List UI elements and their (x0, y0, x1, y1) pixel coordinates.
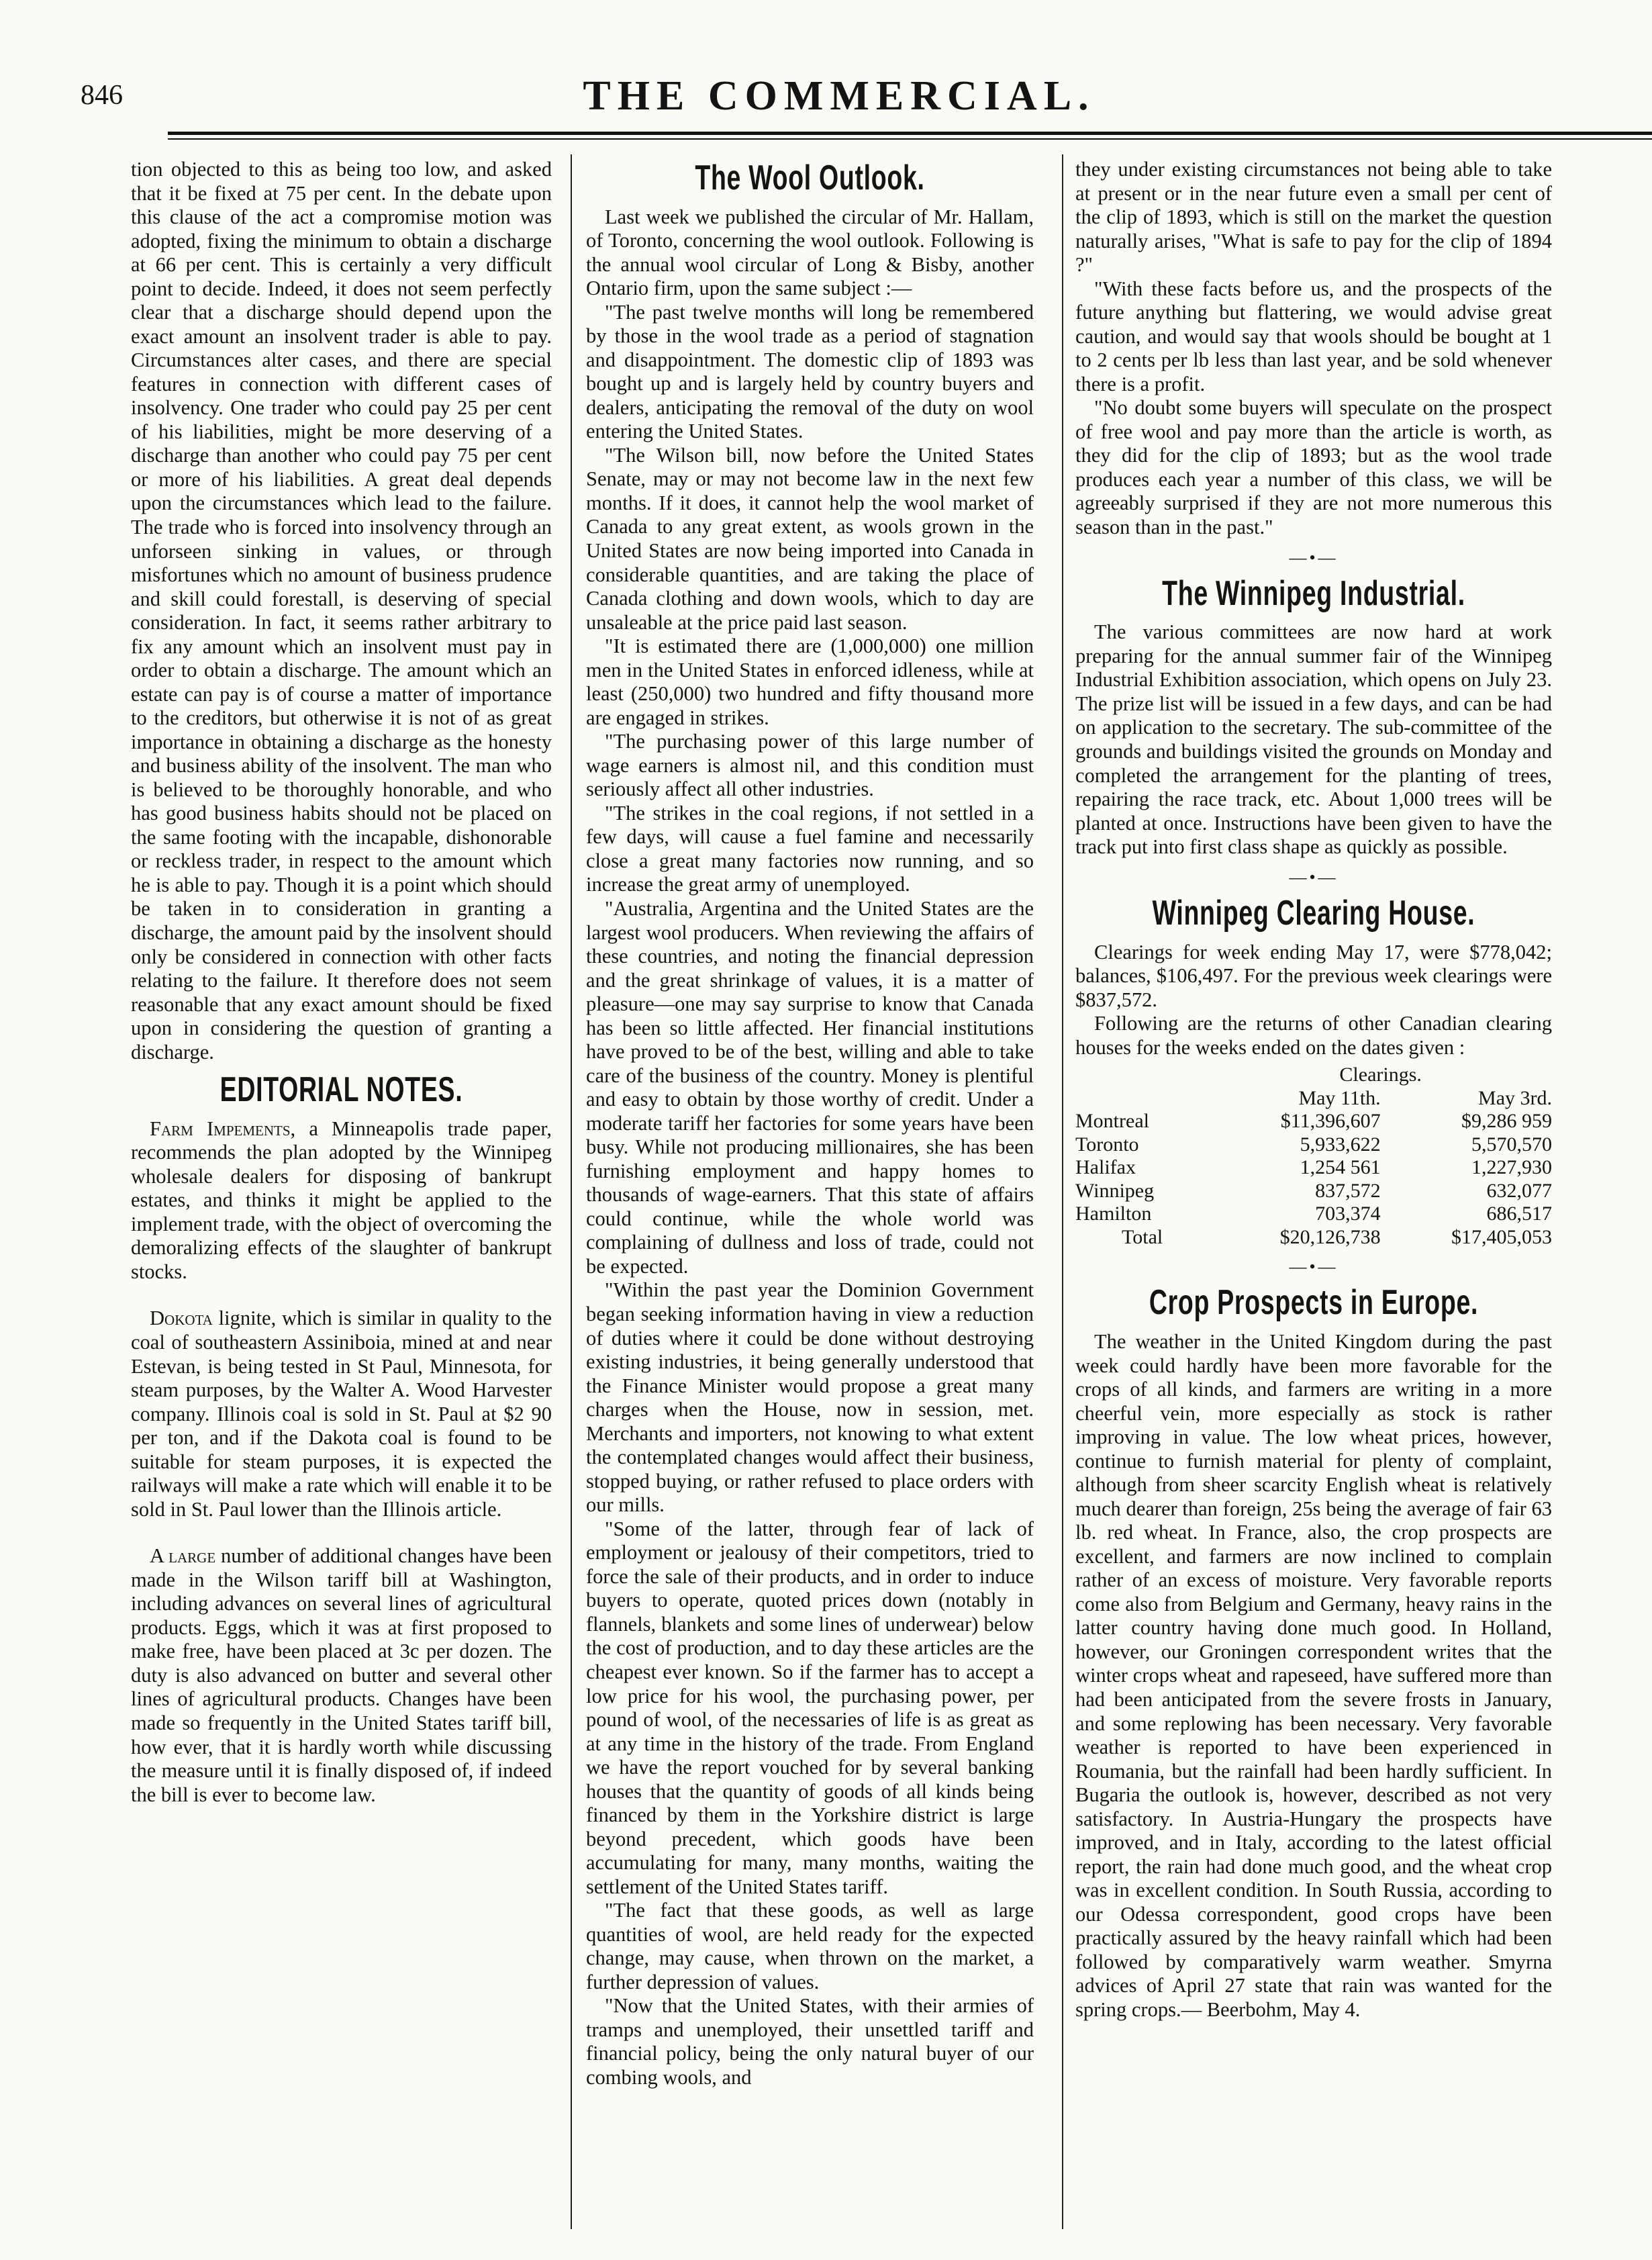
total-row (1075, 1226, 1552, 1250)
clearing-value: 1,227,930 (1471, 1156, 1552, 1179)
article-paragraph: The various committees are now hard at work preparing for the annual summer fair of the Winnipeg Industrial Exhibition association, which opens on July 23. The prize list will be issued in a few days, and can be had on application to the secretary. The sub-committee of the grounds and buildings visited the grounds on Monday and completed the arrangement for the planting of trees, repairing the race track, etc. About 1,000 trees will be planted at once. Instructions have been given to have the track put into first class shape as quickly as possible. (1075, 620, 1552, 859)
article-paragraph: "The fact that these goods, as well as large quantities of wool, are held ready for the expected change, may cause, when thrown on the market, a further depression of values. (586, 1899, 1034, 1993)
column-divider (1062, 154, 1063, 2229)
clearing-value: $11,396,607 (1280, 1110, 1381, 1133)
total-may3: $17,405,053 (1451, 1225, 1552, 1248)
column-3 (1075, 158, 1552, 2022)
article-paragraph: "The past twelve months will long be remembered by those in the wool trade as a period of stagnation and disappointment. The domestic clip of 1893 was bought up and is largely held by country buyers and dealers, anticipating the removal of the duty on wool entering the United States. (586, 300, 1034, 443)
column-divider (571, 154, 572, 2229)
clearing-value: 837,572 (1315, 1179, 1381, 1202)
total-may11: $20,126,738 (1279, 1225, 1381, 1248)
city-name: Hamilton (1075, 1203, 1152, 1225)
article-heading-wool-outlook: The Wool Outlook. (695, 158, 925, 197)
note-text: lignite, which is similar in quality to the coal of southeastern Assiniboia, mined at and near Estevan, is being tested in St Paul, Minnesota, for steam purposes, by the Walter A. Wood Harvester company. Illinois coal is sold in St. Paul at $2 90 per ton, and if the Dakota coal is found to be suitable for steam purposes, it is expected the railways will make a rate which will enable it to be sold in St. Paul lower than the Illinois article. (131, 1307, 552, 1521)
masthead (40, 67, 1638, 141)
city-name: Montreal (1075, 1110, 1149, 1133)
note-text: number of additional changes have been made in the Wilson tariff bill at Washington, including advances on several lines of agricultural products. Eggs, which it was at first proposed to make free, have been placed at 3c per dozen. The duty is also advanced on butter and several other lines of agricultural products. Changes have been made so frequently in the United States tariff bill, how ever, that it is hardly worth while discussing the measure until it is finally disposed of, if indeed the bill is ever to become law. (131, 1544, 552, 1806)
article-paragraph: "Some of the latter, through fear of lack of employment or jealousy of their competitors, tried to force the sale of their products, and in order to induce buyers to operate, quoted prices down (notably in flannels, blankets and some lines of underwear) below the cost of production, and to day these articles are the cheapest ever known. So if the farmer has to accept a low price for his wool, the purchasing power, per pound of wool, of the necessaries of life is as great as at any time in the history of the trade. From England we have the report vouched for by several banking houses that the quantity of goods of all kinds being financed by them in the Yorkshire district is large beyond precedent, which goods have been accumulating for many, many months, waiting the settlement of the United States tariff. (586, 1517, 1034, 1898)
clearing-value: $9,286 959 (1461, 1110, 1552, 1133)
article-paragraph: Last week we published the circular of Mr. Hallam, of Toronto, concerning the wool outlook. Following is the annual wool circular of Long & Bisby, another Ontario firm, upon the same subject :— (586, 205, 1034, 300)
editorial-note (131, 1307, 552, 1521)
section-ornament: —•— (1289, 1257, 1339, 1277)
column-2 (586, 158, 1034, 2090)
column-header: May 11th. (1298, 1086, 1381, 1109)
article-paragraph: The weather in the United Kingdom during the past week could hardly have been more favorable for the crops of all kinds, and farmers are writing in a more cheerful vein, more especially as stock is rather improving in value. The low wheat prices, however, continue to furnish material for plenty of complaint, although from sheer scarcity English wheat is relatively much dearer than foreign, 25s being the average of fair 63 lb. red wheat. In France, also, the crop prospects are excellent, and farmers are now inclined to complain rather of an excess of moisture. Very favorable reports come also from Belgium and Germany, heavy rains in the latter country having done much good. In Holland, however, our Groningen correspondent writes that the winter crops wheat and rapeseed, have suffered more than had been anticipated from the severe frosts in January, and some replowing has been necessary. Very favorable weather is reported to have been experienced in Roumania, but the rainfall had been hardly sufficient. In Bugaria the outlook is, however, described as not very satisfactory. In Austria-Hungary the prospects have improved, and in Italy, according to the latest official report, the rain had done much good, and the wheat crop was in excellent condition. In South Russia, according to our Odessa correspondent, good crops have been practically assured by the heavy rainfall which had been followed by comparatively warm weather. Smyrna advices of April 27 state that rain was wanted for the spring crops.— Beerbohm, May 4. (1075, 1330, 1552, 2021)
article-heading-winnipeg-clearing-house: Winnipeg Clearing House. (1152, 893, 1475, 933)
editorial-note (131, 1117, 552, 1284)
clearing-value: 5,933,622 (1300, 1133, 1381, 1156)
article-paragraph: tion objected to this as being too low, and asked that it be fixed at 75 per cent. In the debate upon this clause of the act a compromise motion was adopted, fixing the minimum to obtain a discharge at 66 per cent. This is certainly a very difficult point to decide. Indeed, it does not seem perfectly clear that a discharge should depend upon the exact amount an insolvent trader is able to pay. Circumstances alter cases, and there are special features in connection with different cases of insolvency. One trader who could pay 25 per cent of his liabilities, might be more deserving of a discharge than another who could pay 75 per cent or more of his liabilities. A great deal depends upon the circumstances which lead to the failure. The trade who is forced into insolvency through an unforseen sinking in values, or through misfortunes which no amount of business prudence and skill could forestall, is deserving of special consideration. In fact, it seems rather arbitrary to fix any amount which an insolvent must pay in order to obtain a discharge. The amount which an estate can pay is of course a matter of importance to the creditors, but otherwise it is not of as great importance in obtaining a discharge as the honesty and business ability of the insolvent. The man who is believed to be thoroughly honorable, and who has good business habits should not be placed on the same footing with the incapable, dishonorable or reckless trader, in respect to the amount which he is able to pay. Though it is a point which should be taken in to consideration in granting a discharge, the amount paid by the insolvent should only be considered in connection with other facts relating to the failure. It therefore does not seem reasonable that any exact amount should be fixed upon in considering the question of granting a discharge. (131, 158, 552, 1064)
clearing-value: 686,517 (1486, 1203, 1552, 1225)
article-heading-crop-prospects: Crop Prospects in Europe. (1149, 1283, 1479, 1323)
column-header: May 3rd. (1478, 1086, 1552, 1109)
article-paragraph: "With these facts before us, and the prospects of the future anything but flattering, we would advise great caution, and would say that wools should be bought at 1 to 2 cents per lb less than last year, and be sold whenever there is a profit. (1075, 277, 1552, 395)
clearings-row (1075, 1133, 1552, 1157)
clearings-row (1075, 1110, 1552, 1133)
lead-in: Farm Impements, (150, 1117, 296, 1140)
lead-in: A large (150, 1544, 216, 1568)
article-paragraph: Clearings for week ending May 17, were $778,042; balances, $106,497. For the previous week clearings were $837,572. (1075, 940, 1552, 1011)
article-paragraph: they under existing circumstances not being able to take at present or in the near future even a small per cent of the clip of 1893, which is still on the market the question naturally arises, "What is safe to pay for the clip of 1894 ?" (1075, 158, 1552, 277)
masthead-rule (168, 132, 1652, 135)
city-name: Halifax (1075, 1156, 1136, 1179)
article-paragraph: "Australia, Argentina and the United States are the largest wool producers. When reviewing the affairs of these countries, and noting the financial depression and the great shrinkage of values, it is a matter of pleasure—one may say surprise to know that Canada has been so little affected. Her financial institutions have proved to be of the best, willing and able to take care of the business of the country. Money is plentiful and easy to obtain by those worthy of credit. Under a moderate tariff her factories for some years have been busy. While not producing millionaires, she has been furnishing employment and happy homes to thousands of wage-earners. That this state of affairs could continue, while the whole world was complaining of dullness and loss of trade, could not be expected. (586, 896, 1034, 1278)
article-paragraph: "No doubt some buyers will speculate on the prospect of free wool and pay more than the article is worth, as they did for the clip of 1893; but as the wool trade produces each year a number of this class, we will be agreeably surprised if they are not more numerous this season than in the past." (1075, 396, 1552, 538)
article-paragraph: "The strikes in the coal regions, if not settled in a few days, will cause a fuel famine and necessarily close a great many factories now running, and so increase the great army of unemployed. (586, 801, 1034, 896)
article-paragraph: "Within the past year the Dominion Government began seeking information having in view a reduction of duties where it could be done without destroying existing industries, it being generally understood that the Finance Minister would propose a great many charges when the House, now in session, met. Merchants and importers, not knowing to what extent the contemplated changes would affect their business, stopped buying, or rather refused to place orders with our mills. (586, 1278, 1034, 1517)
note-text: a Minneapolis trade paper, recommends the plan adopted by the Winnipeg wholesale dealers for disposing of bankrupt estates, and thinks it might be applied to the implement trade, with the object of overcoming the demoralizing effects of the slaughter of bankrupt stocks. (131, 1117, 552, 1283)
article-paragraph: Following are the returns of other Canadian clearing houses for the weeks ended on the dates given : (1075, 1012, 1552, 1059)
article-paragraph: "Now that the United States, with their armies of tramps and unemployed, their unsettled tariff and financial policy, being the only natural buyer of our combing wools, and (586, 1994, 1034, 2089)
page-number: 846 (81, 80, 123, 111)
clearing-value: 703,374 (1315, 1203, 1381, 1225)
clearings-row (1075, 1203, 1552, 1226)
masthead-rule-thin (168, 138, 1652, 140)
article-paragraph: "The purchasing power of this large number of wage earners is almost nil, and this condition must seriously affect all other industries. (586, 730, 1034, 801)
section-heading-editorial-notes: EDITORIAL NOTES. (220, 1070, 463, 1110)
article-paragraph: "It is estimated there are (1,000,000) one million men in the United States in enforced idleness, while at least (250,000) two hundred and fifty thousand more are engaged in strikes. (586, 634, 1034, 729)
section-ornament: —•— (1289, 867, 1339, 887)
section-ornament: —•— (1289, 547, 1339, 567)
city-name: Toronto (1075, 1133, 1139, 1156)
clearings-row (1075, 1180, 1552, 1203)
clearing-value: 5,570,570 (1471, 1133, 1552, 1156)
editorial-note (131, 1544, 552, 1807)
clearing-value: 1,254 561 (1300, 1156, 1381, 1179)
lead-in: Dokota (150, 1307, 213, 1330)
clearings-label: Clearings. (1339, 1064, 1422, 1086)
clearings-table (1075, 1064, 1552, 1249)
clearings-row (1075, 1156, 1552, 1180)
clearing-value: 632,077 (1486, 1179, 1552, 1202)
total-label: Total (1122, 1225, 1163, 1248)
column-1 (131, 158, 552, 1807)
masthead-title: THE COMMERCIAL. (583, 73, 1096, 119)
city-name: Winnipeg (1075, 1179, 1155, 1202)
article-paragraph: "The Wilson bill, now before the United States Senate, may or may not become law in the next few months. If it does, it cannot help the wool market of Canada to any great extent, as wools grown in the United States are now being imported into Canada in considerable quantities, and are taking the place of Canada clothing and down wools, which to day are unsaleable at the price paid last season. (586, 443, 1034, 634)
article-heading-winnipeg-industrial: The Winnipeg Industrial. (1162, 573, 1465, 613)
